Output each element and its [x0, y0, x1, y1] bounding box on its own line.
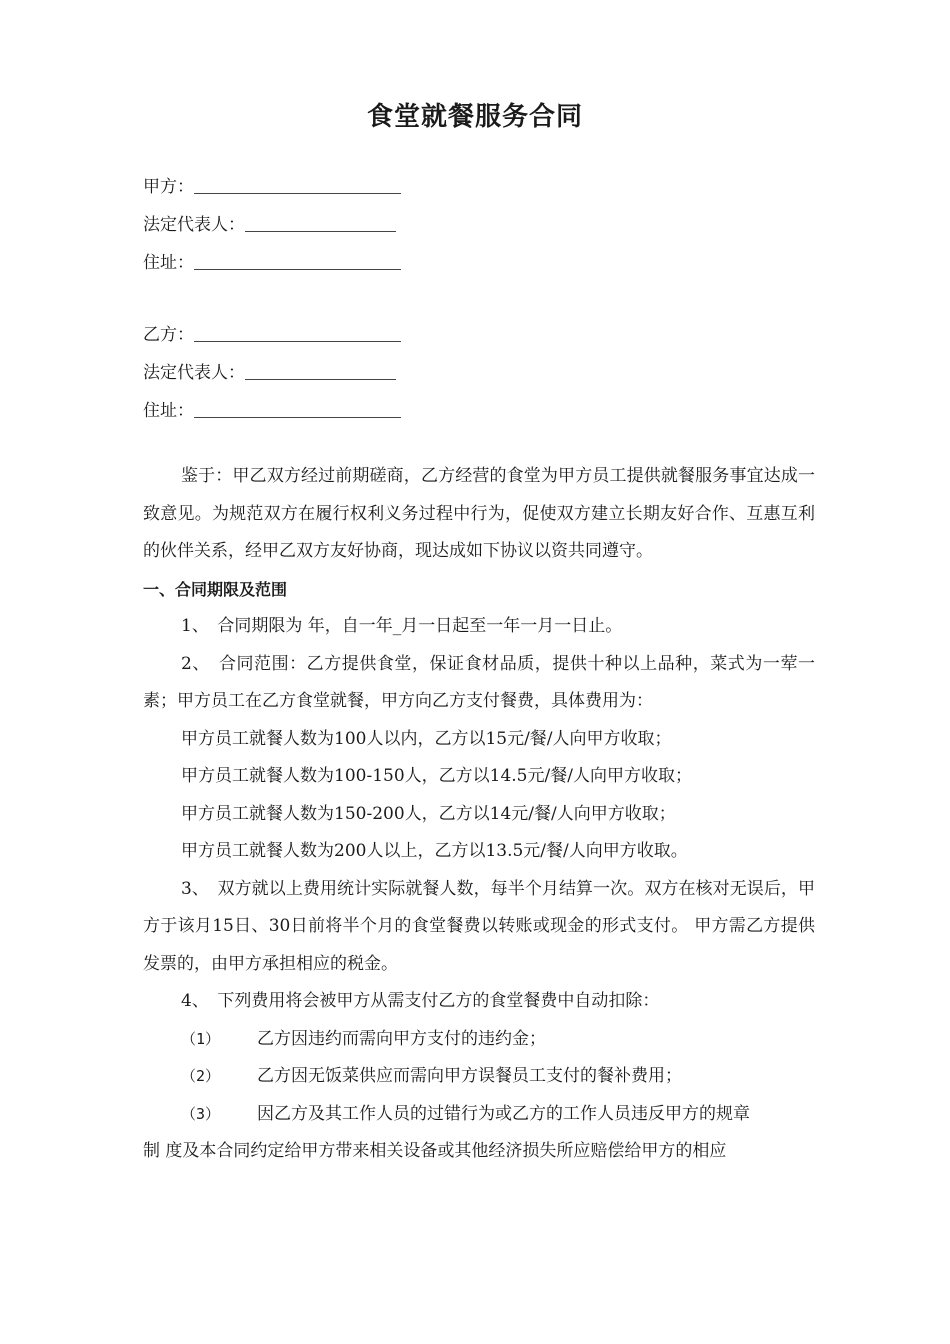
party-a-name-blank — [194, 173, 401, 194]
deduction-item-3 — [143, 1096, 815, 1134]
preamble-paragraph: 鉴于：甲乙双方经过前期磋商，乙方经营的食堂为甲方员工提供就餐服务事宜达成一致意见。为规范双方在履行权利义务过程中行为，促使双方建立长期友好合作、互惠互利的伙伴关系，经甲乙双方友好协商，现达成如下协议以资共同遵守。 — [143, 466, 815, 561]
section1-item4: 4、 下列费用将会被甲方从需支付乙方的食堂餐费中自动扣除： — [181, 991, 660, 1011]
party-a-name-line — [143, 160, 401, 198]
party-a-addr-label: 住址： — [143, 253, 194, 273]
party-b-addr-label: 住址： — [143, 401, 194, 421]
party-a-rep-label: 法定代表人： — [143, 215, 245, 235]
party-b-addr-blank — [194, 397, 401, 418]
party-a-addr-line — [143, 236, 401, 274]
deduction-item-2-num: （2） — [181, 1067, 221, 1085]
party-a-name-label: 甲方： — [143, 177, 194, 197]
party-a-addr-blank — [194, 249, 401, 270]
party-a-rep-line — [143, 198, 401, 236]
deduction-item-1 — [143, 1021, 815, 1059]
contract-body — [143, 458, 815, 1171]
party-b-name-line — [143, 308, 401, 346]
price-tier-3: 甲方员工就餐人数为150-200人，乙方以14元/餐/人向甲方收取； — [181, 803, 676, 824]
section1-item2: 2、 合同范围：乙方提供食堂，保证食材品质，提供十种以上品种，菜式为一荤一素；甲方员工在乙方食堂就餐，甲方向乙方支付餐费，具体费用为： — [143, 653, 815, 711]
deduction-item-3-text: 因乙方及其工作人员的过错行为或乙方的工作人员违反甲方的规章 — [257, 1103, 750, 1124]
section1-heading: 一、合同期限及范围 — [143, 579, 288, 599]
party-b-name-label: 乙方： — [143, 325, 194, 345]
deduction-item-1-text: 乙方因违约而需向甲方支付的违约金； — [257, 1028, 546, 1049]
party-b-rep-blank — [245, 359, 396, 380]
contract-title: 食堂就餐服务合同 — [366, 102, 583, 132]
party-b-block — [143, 308, 401, 422]
deduction-item-2 — [143, 1058, 815, 1096]
price-tier-4: 甲方员工就餐人数为200人以上，乙方以13.5元/餐/人向甲方收取。 — [181, 841, 688, 861]
party-b-addr-line — [143, 384, 401, 422]
deduction-item-1-num: （1） — [181, 1029, 221, 1048]
deduction-item-3-continued: 制 度及本合同约定给甲方带来相关设备或其他经济损失所应赔偿给甲方的相应 — [143, 1141, 727, 1161]
section1-item3: 3、 双方就以上费用统计实际就餐人数，每半个月结算一次。双方在核对无误后，甲方于该月15日、30日前将半个月的食堂餐费以转账或现金的形式支付。 甲方需乙方提供发票的，由甲方承担相应的税金。 — [143, 878, 815, 974]
price-tier-2: 甲方员工就餐人数为100-150人，乙方以14.5元/餐/人向甲方收取； — [181, 766, 692, 786]
party-b-name-blank — [194, 321, 401, 342]
price-tier-1: 甲方员工就餐人数为100人以内，乙方以15元/餐/人向甲方收取； — [181, 728, 672, 749]
deduction-item-3-num: （3） — [181, 1104, 221, 1123]
party-b-rep-label: 法定代表人： — [143, 363, 245, 383]
deduction-item-2-text: 乙方因无饭菜供应而需向甲方误餐员工支付的餐补费用； — [257, 1066, 682, 1086]
party-b-rep-line — [143, 346, 401, 384]
party-a-rep-blank — [245, 211, 396, 232]
party-a-block — [143, 160, 401, 274]
section1-item1: 1、 合同期限为 年，自一年_月一日起至一年一月一日止。 — [181, 616, 623, 636]
